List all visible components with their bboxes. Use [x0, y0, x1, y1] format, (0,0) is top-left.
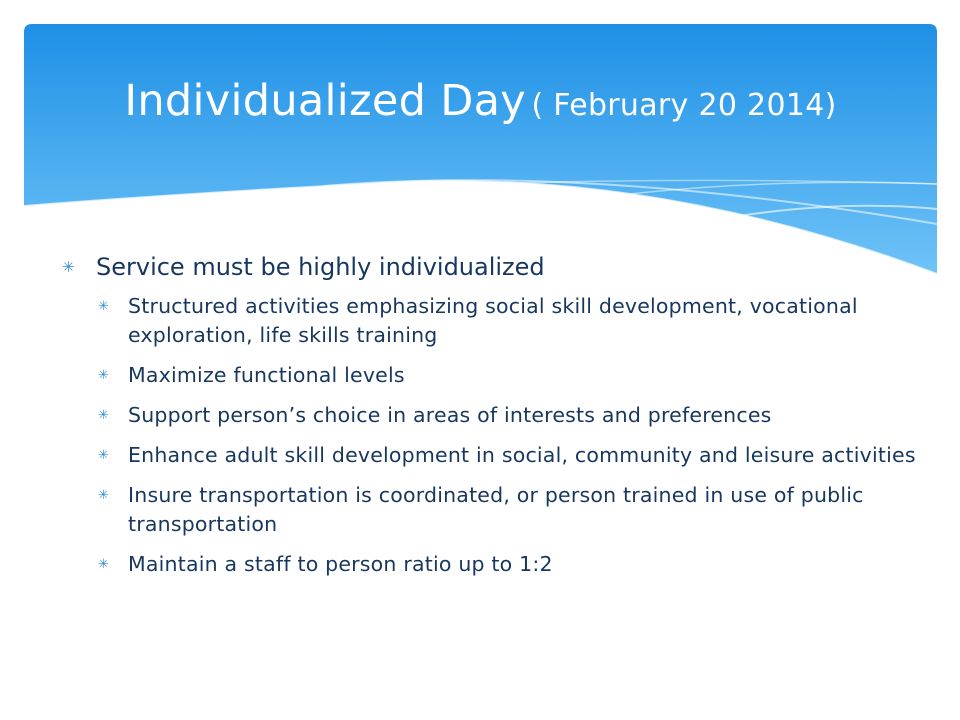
list-item	[62, 292, 922, 350]
bullet-text: Enhance adult skill development in social, community and leisure activities	[128, 443, 916, 467]
bullet-text: Maximize functional levels	[128, 363, 405, 387]
list-item	[62, 550, 922, 579]
bullet-text: Structured activities emphasizing social skill development, vocational exploration, life skills training	[128, 294, 858, 347]
bullet-text: Insure transportation is coordinated, or person trained in use of public transportation	[128, 483, 864, 536]
bullet-list	[62, 250, 922, 590]
list-item	[62, 250, 922, 284]
asterisk-bullet-icon: ✳	[98, 557, 110, 572]
list-item	[62, 401, 922, 430]
asterisk-bullet-icon: ✳	[98, 448, 110, 463]
asterisk-bullet-icon: ✳	[98, 368, 110, 383]
bullet-text: Service must be highly individualized	[96, 253, 545, 281]
asterisk-bullet-icon: ✳	[98, 488, 110, 503]
bullet-text: Maintain a staff to person ratio up to 1:2	[128, 552, 553, 576]
asterisk-bullet-icon: ✳	[62, 258, 75, 276]
title-date: ( February 20 2014)	[531, 88, 837, 123]
title-main: Individualized Day	[124, 76, 527, 126]
bullet-text: Support person’s choice in areas of interests and preferences	[128, 403, 772, 427]
list-item	[62, 361, 922, 390]
list-item	[62, 441, 922, 470]
asterisk-bullet-icon: ✳	[98, 408, 110, 423]
slide-title	[24, 76, 937, 126]
list-item	[62, 481, 922, 539]
asterisk-bullet-icon: ✳	[98, 299, 110, 314]
title-banner	[24, 24, 937, 274]
